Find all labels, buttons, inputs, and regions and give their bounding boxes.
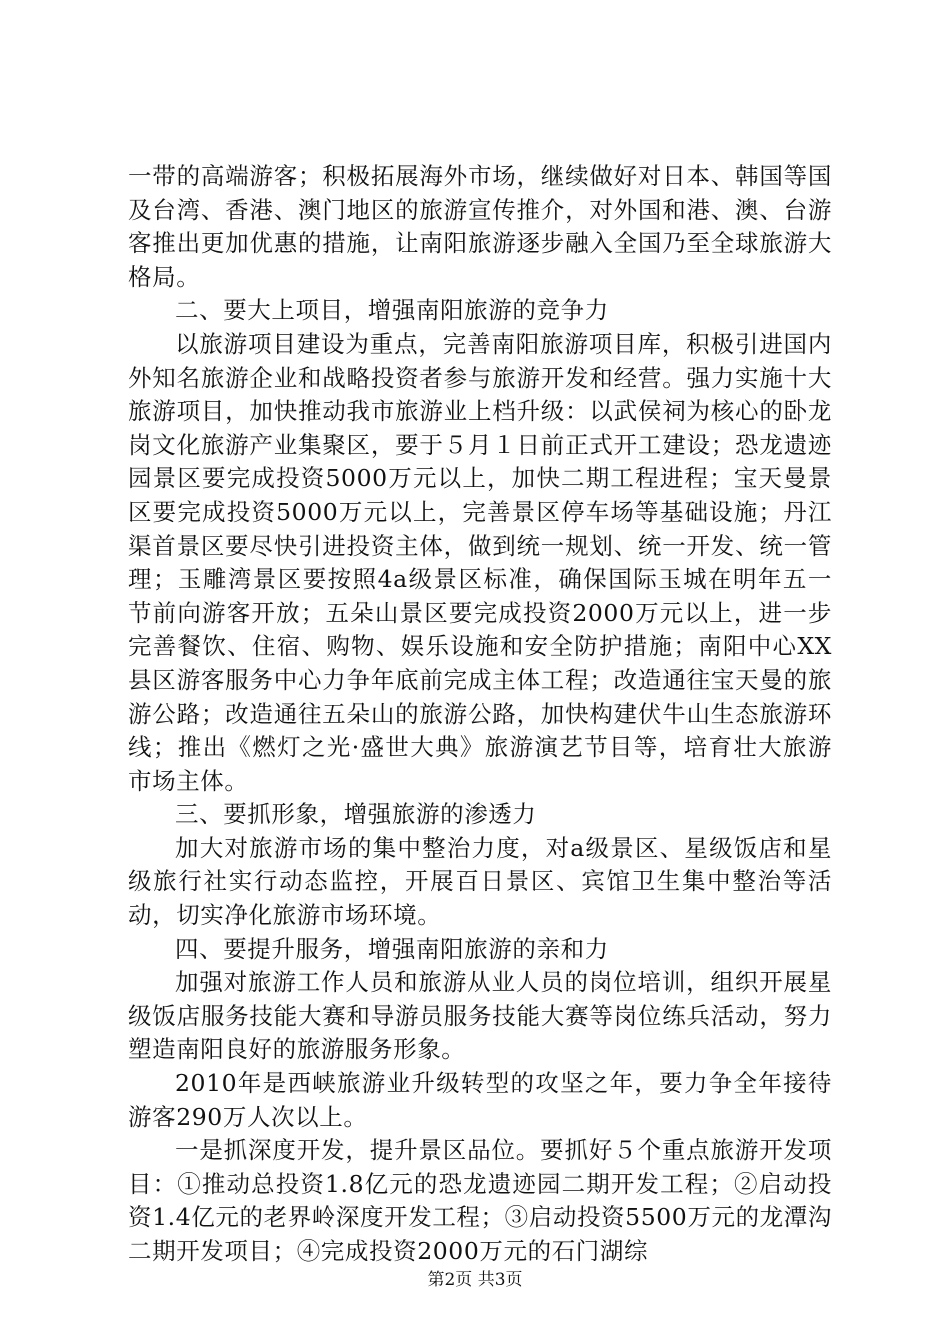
paragraph-2010-goal: 2010年是西峡旅游业升级转型的攻坚之年，要力争全年接待游客290万人次以上。 [128, 1069, 832, 1131]
page-number-footer: 第2页 共3页 [427, 1270, 523, 1290]
section-heading-2: 二、要大上项目，增强南阳旅游的竞争力 [175, 296, 609, 325]
paragraph-continuation: 一带的高端游客；积极拓展海外市场，继续做好对日本、韩国等国及台湾、香港、澳门地区的旅游宣传推介，对外国和港、澳、台游客推出更加优惠的措施，让南阳旅游逐步融入全国乃至全球旅游大格局。 [128, 162, 832, 291]
paragraph-image: 加大对旅游市场的集中整治力度，对a级景区、星级饭店和星级旅行社实行动态监控，开展百日景区、宾馆卫生集中整治等活动，切实净化旅游市场环境。 [128, 833, 832, 930]
section-heading-3: 三、要抓形象，增强旅游的渗透力 [175, 800, 537, 829]
document-page [128, 160, 832, 1269]
paragraph-service: 加强对旅游工作人员和旅游从业人员的岗位培训，组织开展星级饭店服务技能大赛和导游员服务技能大赛等岗位练兵活动，努力塑造南阳良好的旅游服务形象。 [128, 968, 832, 1064]
paragraph-deep-development: 一是抓深度开发，提升景区品位。要抓好５个重点旅游开发项目：①推动总投资1.8亿元的恐龙遗迹园二期开发工程；②启动投资1.4亿元的老界岭深度开发工程；③启动投资5500万元的龙潭沟二期开发项目；④完成投资2000万元的石门湖综 [128, 1136, 832, 1265]
section-heading-4: 四、要提升服务，增强南阳旅游的亲和力 [175, 934, 609, 963]
paragraph-projects: 以旅游项目建设为重点，完善南阳旅游项目库，积极引进国内外知名旅游企业和战略投资者参与旅游开发和经营。强力实施十大旅游项目，加快推动我市旅游业上档升级：以武侯祠为核心的卧龙岗文化旅游产业集聚区，要于５月１日前正式开工建设；恐龙遗迹园景区要完成投资5000万元以上，加快二期工程进程；宝天曼景区要完成投资5000万元以上，完善景区停车场等基础设施；丹江渠首景区要尽快引进投资主体，做到统一规划、统一开发、统一管理；玉雕湾景区要按照4a级景区标准，确保国际玉城在明年五一节前向游客开放；五朵山景区要完成投资2000万元以上，进一步完善餐饮、住宿、购物、娱乐设施和安全防护措施；南阳中心XX县区游客服务中心力争年底前完成主体工程；改造通往宝天曼的旅游公路；改造通往五朵山的旅游公路，加快构建伏牛山生态旅游环线；推出《燃灯之光·盛世大典》旅游演艺节目等，培育壮大旅游市场主体。 [128, 329, 832, 795]
